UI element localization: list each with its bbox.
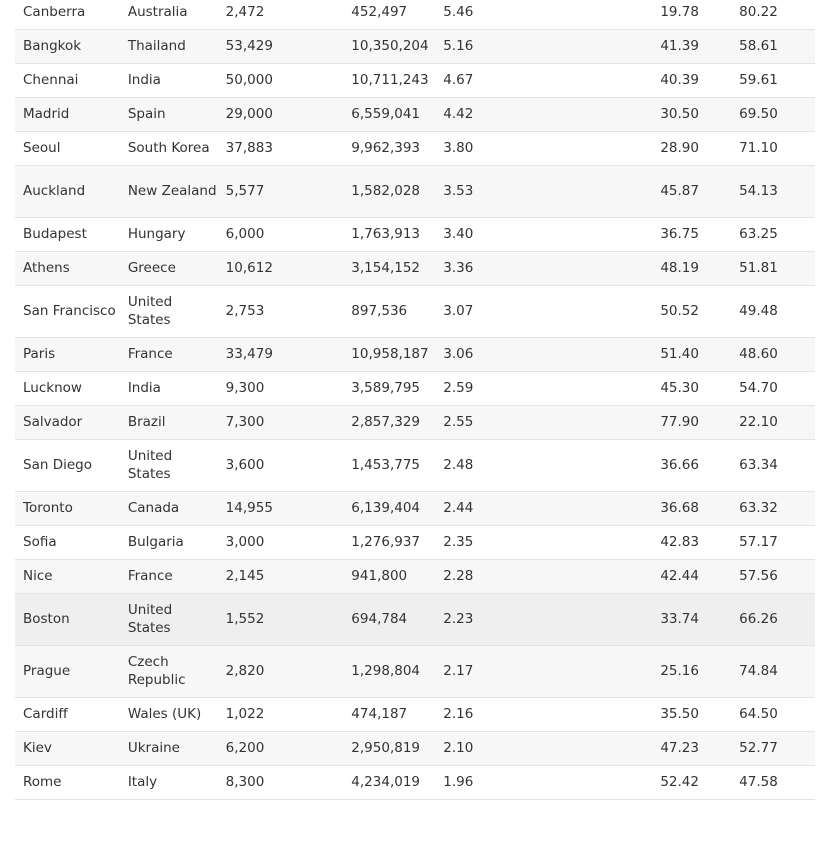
cell-country: Canada	[120, 491, 218, 525]
cell-area: 29,000	[218, 97, 344, 131]
cell-value: 3.07	[435, 285, 652, 337]
cell-city: Rome	[15, 765, 120, 799]
table-row	[15, 131, 815, 165]
cell-value: 4.67	[435, 63, 652, 97]
cell-percent-a: 77.90	[652, 405, 731, 439]
cell-percent-b: 63.25	[731, 217, 815, 251]
cell-value: 2.44	[435, 491, 652, 525]
table-row	[15, 251, 815, 285]
table-row	[15, 645, 815, 697]
cell-city: Kiev	[15, 731, 120, 765]
table-row	[15, 559, 815, 593]
cell-percent-a: 36.66	[652, 439, 731, 491]
cell-area: 7,300	[218, 405, 344, 439]
cell-country: Italy	[120, 765, 218, 799]
cell-value: 5.16	[435, 29, 652, 63]
table-row	[15, 285, 815, 337]
cell-percent-b: 47.58	[731, 765, 815, 799]
cell-percent-b: 74.84	[731, 645, 815, 697]
cell-city: Canberra	[15, 0, 120, 29]
cell-percent-a: 40.39	[652, 63, 731, 97]
table-row	[15, 63, 815, 97]
cell-population: 1,582,028	[343, 165, 435, 217]
cell-percent-b: 63.32	[731, 491, 815, 525]
cell-percent-a: 19.78	[652, 0, 731, 29]
cell-area: 8,300	[218, 765, 344, 799]
cell-value: 3.06	[435, 337, 652, 371]
cell-country: Czech Republic	[120, 645, 218, 697]
cell-city: San Diego	[15, 439, 120, 491]
cell-country: South Korea	[120, 131, 218, 165]
table-row	[15, 0, 815, 29]
table-row	[15, 337, 815, 371]
cell-area: 2,472	[218, 0, 344, 29]
cell-area: 10,612	[218, 251, 344, 285]
cell-percent-b: 54.13	[731, 165, 815, 217]
cell-population: 452,497	[343, 0, 435, 29]
cell-percent-a: 33.74	[652, 593, 731, 645]
cell-value: 2.48	[435, 439, 652, 491]
cell-percent-a: 45.87	[652, 165, 731, 217]
city-data-table	[15, 0, 815, 800]
cell-city: Salvador	[15, 405, 120, 439]
cell-population: 897,536	[343, 285, 435, 337]
cell-value: 2.35	[435, 525, 652, 559]
cell-population: 3,589,795	[343, 371, 435, 405]
table-row	[15, 491, 815, 525]
cell-percent-a: 25.16	[652, 645, 731, 697]
table-row	[15, 765, 815, 799]
cell-value: 3.53	[435, 165, 652, 217]
cell-value: 3.40	[435, 217, 652, 251]
cell-city: Cardiff	[15, 697, 120, 731]
cell-population: 6,139,404	[343, 491, 435, 525]
cell-country: Ukraine	[120, 731, 218, 765]
cell-value: 2.10	[435, 731, 652, 765]
cell-country: France	[120, 559, 218, 593]
cell-population: 1,276,937	[343, 525, 435, 559]
cell-percent-a: 41.39	[652, 29, 731, 63]
cell-percent-b: 58.61	[731, 29, 815, 63]
cell-percent-b: 57.17	[731, 525, 815, 559]
cell-area: 6,200	[218, 731, 344, 765]
cell-city: Paris	[15, 337, 120, 371]
cell-country: Brazil	[120, 405, 218, 439]
cell-percent-a: 52.42	[652, 765, 731, 799]
cell-city: Sofia	[15, 525, 120, 559]
cell-area: 3,600	[218, 439, 344, 491]
cell-percent-b: 66.26	[731, 593, 815, 645]
cell-population: 4,234,019	[343, 765, 435, 799]
cell-country: United States	[120, 285, 218, 337]
cell-country: Greece	[120, 251, 218, 285]
cell-area: 2,145	[218, 559, 344, 593]
cell-area: 3,000	[218, 525, 344, 559]
cell-country: Bulgaria	[120, 525, 218, 559]
cell-percent-b: 57.56	[731, 559, 815, 593]
cell-percent-a: 51.40	[652, 337, 731, 371]
table-row	[15, 405, 815, 439]
cell-percent-a: 42.83	[652, 525, 731, 559]
cell-percent-a: 30.50	[652, 97, 731, 131]
cell-value: 2.59	[435, 371, 652, 405]
cell-population: 2,950,819	[343, 731, 435, 765]
cell-city: Athens	[15, 251, 120, 285]
cell-country: Thailand	[120, 29, 218, 63]
cell-population: 941,800	[343, 559, 435, 593]
cell-city: Toronto	[15, 491, 120, 525]
cell-country: United States	[120, 593, 218, 645]
cell-percent-a: 36.75	[652, 217, 731, 251]
cell-city: Auckland	[15, 165, 120, 217]
cell-area: 2,820	[218, 645, 344, 697]
cell-country: Wales (UK)	[120, 697, 218, 731]
table-row	[15, 29, 815, 63]
cell-percent-b: 48.60	[731, 337, 815, 371]
cell-population: 1,298,804	[343, 645, 435, 697]
cell-city: Chennai	[15, 63, 120, 97]
cell-population: 694,784	[343, 593, 435, 645]
cell-country: India	[120, 63, 218, 97]
cell-percent-a: 36.68	[652, 491, 731, 525]
cell-percent-b: 69.50	[731, 97, 815, 131]
cell-value: 2.23	[435, 593, 652, 645]
cell-city: Lucknow	[15, 371, 120, 405]
cell-value: 4.42	[435, 97, 652, 131]
cell-area: 33,479	[218, 337, 344, 371]
cell-percent-b: 80.22	[731, 0, 815, 29]
cell-percent-b: 49.48	[731, 285, 815, 337]
cell-population: 1,763,913	[343, 217, 435, 251]
cell-city: Budapest	[15, 217, 120, 251]
table-row	[15, 593, 815, 645]
cell-country: Spain	[120, 97, 218, 131]
cell-percent-a: 47.23	[652, 731, 731, 765]
table-row	[15, 525, 815, 559]
cell-percent-b: 64.50	[731, 697, 815, 731]
table-row	[15, 165, 815, 217]
cell-area: 6,000	[218, 217, 344, 251]
cell-country: New Zealand	[120, 165, 218, 217]
cell-percent-b: 71.10	[731, 131, 815, 165]
cell-city: Madrid	[15, 97, 120, 131]
cell-population: 10,958,187	[343, 337, 435, 371]
cell-percent-b: 52.77	[731, 731, 815, 765]
cell-city: Bangkok	[15, 29, 120, 63]
cell-population: 10,350,204	[343, 29, 435, 63]
cell-country: Hungary	[120, 217, 218, 251]
table-row	[15, 217, 815, 251]
cell-percent-a: 48.19	[652, 251, 731, 285]
cell-percent-b: 54.70	[731, 371, 815, 405]
cell-city: Nice	[15, 559, 120, 593]
cell-percent-a: 45.30	[652, 371, 731, 405]
cell-city: Prague	[15, 645, 120, 697]
cell-area: 1,552	[218, 593, 344, 645]
cell-area: 14,955	[218, 491, 344, 525]
table-body	[15, 0, 815, 799]
cell-population: 10,711,243	[343, 63, 435, 97]
cell-country: France	[120, 337, 218, 371]
cell-percent-b: 51.81	[731, 251, 815, 285]
cell-area: 53,429	[218, 29, 344, 63]
cell-city: Boston	[15, 593, 120, 645]
cell-area: 50,000	[218, 63, 344, 97]
cell-area: 9,300	[218, 371, 344, 405]
cell-population: 3,154,152	[343, 251, 435, 285]
cell-value: 3.80	[435, 131, 652, 165]
cell-percent-b: 22.10	[731, 405, 815, 439]
cell-percent-a: 28.90	[652, 131, 731, 165]
cell-area: 5,577	[218, 165, 344, 217]
cell-percent-a: 35.50	[652, 697, 731, 731]
table-row	[15, 439, 815, 491]
cell-population: 1,453,775	[343, 439, 435, 491]
cell-value: 5.46	[435, 0, 652, 29]
cell-population: 474,187	[343, 697, 435, 731]
cell-percent-a: 42.44	[652, 559, 731, 593]
cell-area: 37,883	[218, 131, 344, 165]
table-row	[15, 371, 815, 405]
cell-value: 2.28	[435, 559, 652, 593]
cell-population: 9,962,393	[343, 131, 435, 165]
table-row	[15, 731, 815, 765]
cell-country: United States	[120, 439, 218, 491]
table-row	[15, 97, 815, 131]
cell-city: San Francisco	[15, 285, 120, 337]
cell-value: 2.16	[435, 697, 652, 731]
cell-area: 2,753	[218, 285, 344, 337]
cell-value: 1.96	[435, 765, 652, 799]
cell-value: 2.17	[435, 645, 652, 697]
cell-value: 2.55	[435, 405, 652, 439]
cell-area: 1,022	[218, 697, 344, 731]
cell-city: Seoul	[15, 131, 120, 165]
cell-percent-b: 59.61	[731, 63, 815, 97]
cell-value: 3.36	[435, 251, 652, 285]
cell-percent-b: 63.34	[731, 439, 815, 491]
cell-country: Australia	[120, 0, 218, 29]
cell-population: 2,857,329	[343, 405, 435, 439]
cell-country: India	[120, 371, 218, 405]
cell-percent-a: 50.52	[652, 285, 731, 337]
cell-population: 6,559,041	[343, 97, 435, 131]
table-row	[15, 697, 815, 731]
